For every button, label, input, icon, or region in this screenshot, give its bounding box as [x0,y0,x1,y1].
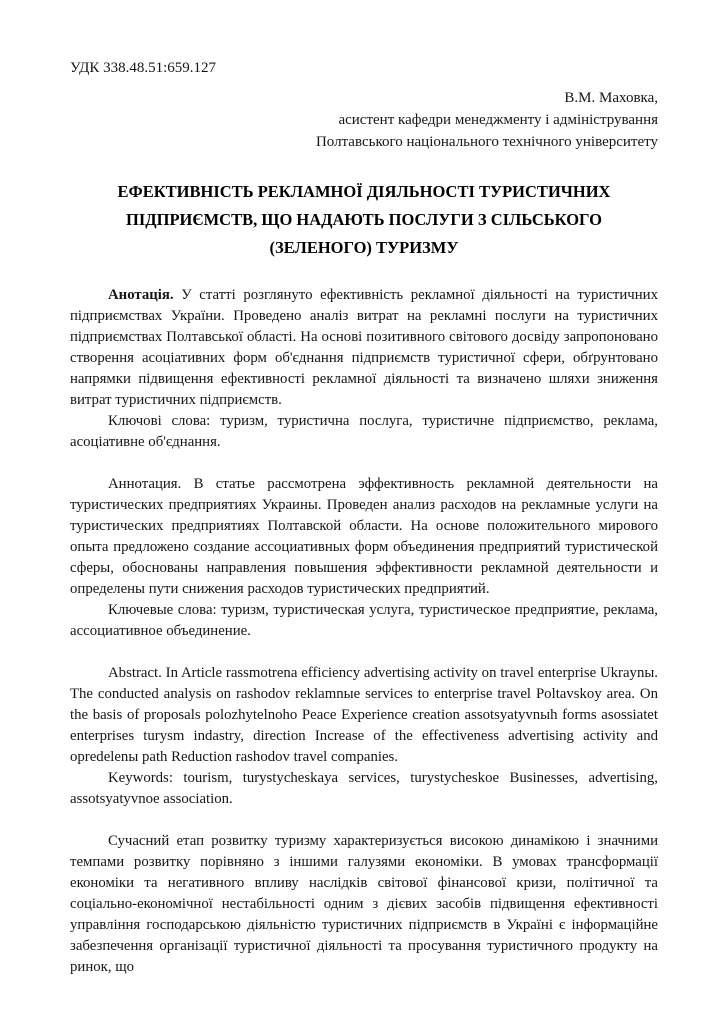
keywords-english: Keywords: tourism, turystycheskaya services, turystycheskoe Businesses, advertising, assotsyatyvnoe association. [70,770,658,807]
spacer [70,453,658,474]
abstract-en-label: Abstract. [108,665,162,681]
author-name: В.М. Маховка, [564,90,658,106]
spacer [70,810,658,831]
author-affiliation: Полтавського національного технічного університету [315,134,658,150]
abstract-uk-label: Анотація. [108,287,174,303]
abstract-ru-label: Аннотация. [108,476,182,492]
abstract-ru-text: В статье рассмотрена эффективность рекламной деятельности на туристических предприятиях Украины. Проведен анализ расходов на рекламные услуги на туристических предприятиях Полтавской области. На основе положительного мирового опыта предложено создание ассоциативных форм объединения предприятий туристической сферы, обоснованы направления повышения эффективности рекламной деятельности и определены пути снижения расходов туристических предприятий. [70,476,659,597]
abstract-en-text: In Article rassmotrena efficiency advertising activity on travel enterprise Ukraynы. The conducted analysis on rashodov reklamnыe services to enterprise travel Poltavskoy area. On the basis of proposals polozhytelnoho Peace Experience creation assotsyatyvnыh forms asossiatet enterprises turysm indastry, direction Increase of the effectiveness advertising activity and opredelenы path Reduction rashodov travel companies. [70,665,658,765]
keywords-ukrainian: Ключові слова: туризм, туристична послуга, туристичне підприємство, реклама, асоціативне об'єднання. [70,413,658,450]
keywords-russian: Ключевые слова: туризм, туристическая услуга, туристическое предприятие, реклама, ассоциативное объединение. [70,602,658,639]
abstract-russian [70,474,658,600]
body-paragraph-1: Сучасний етап розвитку туризму характеризується високою динамікою і значними темпами розвитку порівняно з іншими галузями економіки. В умовах трансформації економіки та негативного впливу наслідків світової фінансової кризи, політичної та соціально-економічної нестабільності одним з дієвих засобів підвищення ефективності управління господарською діяльністю туристичних підприємств в Україні є інформаційне забезпечення організації туристичної діяльності та просування туристичного продукту на ринок, що [70,833,658,975]
abstract-english [70,663,658,768]
author-block [70,87,658,153]
abstract-ukrainian [70,285,658,411]
article-title: ЕФЕКТИВНІСТЬ РЕКЛАМНОЇ ДІЯЛЬНОСТІ ТУРИСТИЧНИХ ПІДПРИЄМСТВ, ЩО НАДАЮТЬ ПОСЛУГИ З СІЛЬСЬКОГО (ЗЕЛЕНОГО) ТУРИЗМУ [117,182,611,257]
spacer [70,642,658,663]
author-position: асистент кафедри менеджменту і адміністрування [338,112,658,128]
abstract-uk-text: У статті розглянуто ефективність рекламної діяльності на туристичних підприємствах України. Проведено аналіз витрат на рекламні послуги на туристичних підприємствах Полтавської області. На основі позитивного світового досвіду запропоновано створення асоціативних форм об'єднання підприємств туристичної сфери, обґрунтовано напрямки підвищення ефективності рекламної діяльності та визначено шляхи зниження витрат туристичних підприємств. [70,287,658,408]
udc-code: УДК 338.48.51:659.127 [70,60,217,76]
